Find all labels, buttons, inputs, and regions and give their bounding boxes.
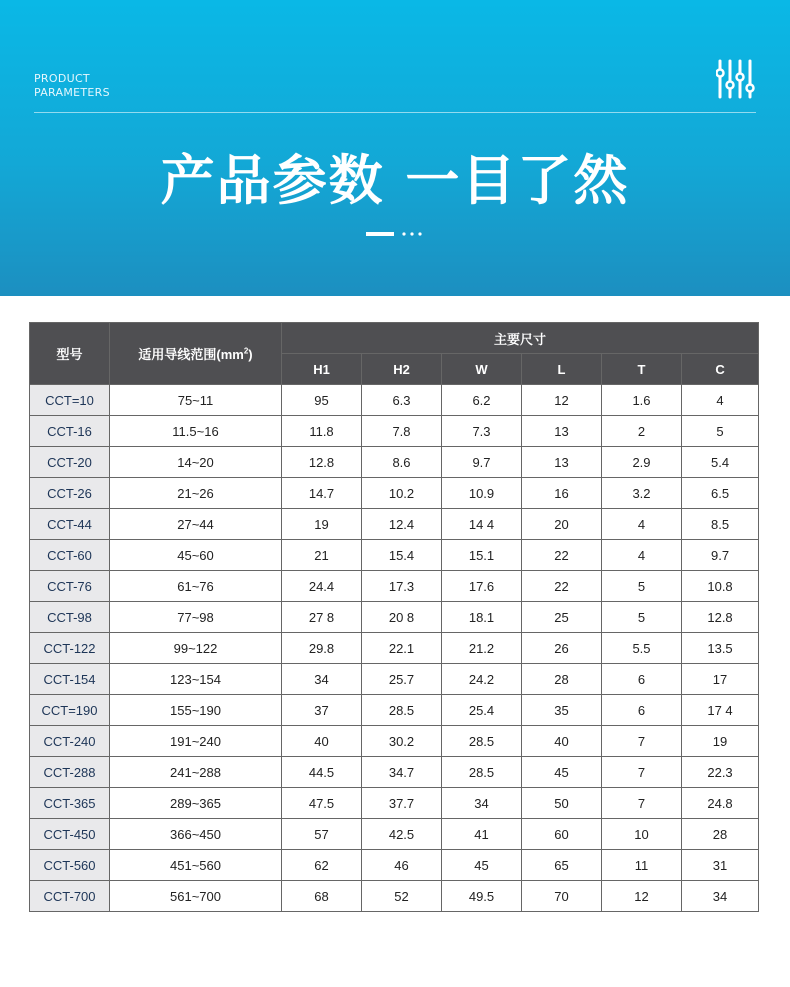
cell-wire-range: 27~44 [110, 509, 282, 540]
cell-model: CCT-154 [30, 664, 110, 695]
cell-wire-range: 123~154 [110, 664, 282, 695]
cell-l: 20 [522, 509, 602, 540]
cell-wire-range: 561~700 [110, 881, 282, 912]
cell-c: 10.8 [682, 571, 759, 602]
cell-h1: 37 [282, 695, 362, 726]
cell-model: CCT-240 [30, 726, 110, 757]
cell-wire-range: 289~365 [110, 788, 282, 819]
cell-h1: 68 [282, 881, 362, 912]
cell-l: 35 [522, 695, 602, 726]
cell-t: 7 [602, 757, 682, 788]
header-main-dimensions: 主要尺寸 [282, 323, 759, 354]
cell-h2: 22.1 [362, 633, 442, 664]
cell-h2: 34.7 [362, 757, 442, 788]
equalizer-icon [716, 58, 756, 100]
cell-t: 3.2 [602, 478, 682, 509]
parameter-table-wrap [29, 322, 758, 912]
cell-l: 28 [522, 664, 602, 695]
cell-w: 41 [442, 819, 522, 850]
cell-t: 12 [602, 881, 682, 912]
cell-wire-range: 366~450 [110, 819, 282, 850]
table-row [30, 664, 759, 695]
table-row [30, 571, 759, 602]
cell-model: CCT-122 [30, 633, 110, 664]
cell-h1: 34 [282, 664, 362, 695]
cell-t: 5 [602, 602, 682, 633]
header-dim-l: L [522, 354, 602, 385]
cell-t: 1.6 [602, 385, 682, 416]
cell-h2: 25.7 [362, 664, 442, 695]
cell-c: 24.8 [682, 788, 759, 819]
header-dim-t: T [602, 354, 682, 385]
cell-l: 40 [522, 726, 602, 757]
cell-c: 13.5 [682, 633, 759, 664]
cell-c: 19 [682, 726, 759, 757]
table-row [30, 478, 759, 509]
cell-model: CCT-365 [30, 788, 110, 819]
cell-model: CCT-98 [30, 602, 110, 633]
cell-l: 22 [522, 540, 602, 571]
table-row [30, 385, 759, 416]
cell-t: 7 [602, 788, 682, 819]
table-row [30, 881, 759, 912]
cell-wire-range: 451~560 [110, 850, 282, 881]
cell-h2: 15.4 [362, 540, 442, 571]
cell-wire-range: 191~240 [110, 726, 282, 757]
cell-t: 2 [602, 416, 682, 447]
cell-wire-range: 77~98 [110, 602, 282, 633]
cell-t: 4 [602, 509, 682, 540]
cell-h1: 24.4 [282, 571, 362, 602]
cell-w: 28.5 [442, 757, 522, 788]
cell-l: 16 [522, 478, 602, 509]
cell-model: CCT-700 [30, 881, 110, 912]
table-row [30, 695, 759, 726]
cell-t: 5 [602, 571, 682, 602]
cell-l: 13 [522, 416, 602, 447]
cell-wire-range: 99~122 [110, 633, 282, 664]
cell-t: 5.5 [602, 633, 682, 664]
header-banner [0, 0, 790, 296]
cell-l: 13 [522, 447, 602, 478]
cell-w: 6.2 [442, 385, 522, 416]
cell-t: 7 [602, 726, 682, 757]
cell-c: 31 [682, 850, 759, 881]
header-wire-range-tail: ) [248, 347, 253, 362]
subtitle-line1: PRODUCT [34, 72, 90, 85]
table-row [30, 509, 759, 540]
cell-c: 6.5 [682, 478, 759, 509]
table-row [30, 850, 759, 881]
cell-c: 4 [682, 385, 759, 416]
cell-l: 60 [522, 819, 602, 850]
cell-h2: 37.7 [362, 788, 442, 819]
cell-wire-range: 45~60 [110, 540, 282, 571]
table-row [30, 757, 759, 788]
cell-model: CCT=190 [30, 695, 110, 726]
table-row [30, 416, 759, 447]
cell-model: CCT=10 [30, 385, 110, 416]
cell-model: CCT-288 [30, 757, 110, 788]
cell-l: 45 [522, 757, 602, 788]
cell-c: 5.4 [682, 447, 759, 478]
title-underline-decoration [366, 230, 426, 238]
cell-t: 10 [602, 819, 682, 850]
subtitle-line2: PARAMETERS [34, 86, 110, 99]
cell-h2: 10.2 [362, 478, 442, 509]
cell-h2: 7.8 [362, 416, 442, 447]
cell-l: 70 [522, 881, 602, 912]
cell-wire-range: 241~288 [110, 757, 282, 788]
cell-h2: 46 [362, 850, 442, 881]
cell-h1: 14.7 [282, 478, 362, 509]
cell-h1: 62 [282, 850, 362, 881]
cell-h2: 42.5 [362, 819, 442, 850]
header-dim-h1: H1 [282, 354, 362, 385]
cell-h1: 21 [282, 540, 362, 571]
cell-h2: 6.3 [362, 385, 442, 416]
cell-c: 12.8 [682, 602, 759, 633]
table-row [30, 540, 759, 571]
cell-c: 22.3 [682, 757, 759, 788]
table-row [30, 447, 759, 478]
cell-model: CCT-20 [30, 447, 110, 478]
cell-c: 34 [682, 881, 759, 912]
cell-w: 28.5 [442, 726, 522, 757]
header-wire-range-text: 适用导线范围(mm [138, 347, 244, 362]
header-wire-range [110, 323, 282, 385]
cell-t: 6 [602, 664, 682, 695]
cell-wire-range: 75~11 [110, 385, 282, 416]
cell-model: CCT-60 [30, 540, 110, 571]
cell-w: 24.2 [442, 664, 522, 695]
cell-model: CCT-450 [30, 819, 110, 850]
cell-model: CCT-16 [30, 416, 110, 447]
cell-model: CCT-560 [30, 850, 110, 881]
cell-h2: 30.2 [362, 726, 442, 757]
table-row [30, 819, 759, 850]
header-dim-w: W [442, 354, 522, 385]
cell-c: 28 [682, 819, 759, 850]
cell-t: 11 [602, 850, 682, 881]
header-wire-range-sup: 2 [243, 346, 249, 356]
cell-wire-range: 61~76 [110, 571, 282, 602]
cell-h1: 27 8 [282, 602, 362, 633]
cell-h1: 47.5 [282, 788, 362, 819]
parameter-table [29, 322, 759, 912]
page-title: 产品参数 一目了然 [160, 149, 630, 212]
cell-c: 9.7 [682, 540, 759, 571]
cell-w: 34 [442, 788, 522, 819]
cell-model: CCT-26 [30, 478, 110, 509]
cell-w: 21.2 [442, 633, 522, 664]
cell-t: 2.9 [602, 447, 682, 478]
cell-h1: 29.8 [282, 633, 362, 664]
cell-l: 12 [522, 385, 602, 416]
cell-c: 17 4 [682, 695, 759, 726]
cell-wire-range: 155~190 [110, 695, 282, 726]
cell-h2: 17.3 [362, 571, 442, 602]
cell-h2: 52 [362, 881, 442, 912]
cell-h1: 57 [282, 819, 362, 850]
cell-h2: 12.4 [362, 509, 442, 540]
cell-l: 65 [522, 850, 602, 881]
cell-w: 7.3 [442, 416, 522, 447]
cell-l: 22 [522, 571, 602, 602]
table-row [30, 788, 759, 819]
cell-model: CCT-44 [30, 509, 110, 540]
cell-w: 14 4 [442, 509, 522, 540]
cell-wire-range: 11.5~16 [110, 416, 282, 447]
cell-w: 25.4 [442, 695, 522, 726]
cell-h1: 19 [282, 509, 362, 540]
cell-l: 25 [522, 602, 602, 633]
cell-w: 18.1 [442, 602, 522, 633]
cell-h2: 28.5 [362, 695, 442, 726]
header-model: 型号 [30, 323, 110, 385]
cell-t: 6 [602, 695, 682, 726]
cell-w: 9.7 [442, 447, 522, 478]
cell-wire-range: 21~26 [110, 478, 282, 509]
cell-l: 50 [522, 788, 602, 819]
cell-h2: 20 8 [362, 602, 442, 633]
cell-model: CCT-76 [30, 571, 110, 602]
cell-h1: 95 [282, 385, 362, 416]
cell-wire-range: 14~20 [110, 447, 282, 478]
cell-c: 17 [682, 664, 759, 695]
cell-h1: 40 [282, 726, 362, 757]
header-dim-c: C [682, 354, 759, 385]
cell-h1: 44.5 [282, 757, 362, 788]
header-dim-h2: H2 [362, 354, 442, 385]
subtitle [34, 72, 110, 100]
cell-c: 5 [682, 416, 759, 447]
cell-h1: 12.8 [282, 447, 362, 478]
cell-w: 45 [442, 850, 522, 881]
cell-c: 8.5 [682, 509, 759, 540]
cell-w: 15.1 [442, 540, 522, 571]
table-row [30, 633, 759, 664]
cell-w: 49.5 [442, 881, 522, 912]
cell-w: 10.9 [442, 478, 522, 509]
cell-l: 26 [522, 633, 602, 664]
cell-w: 17.6 [442, 571, 522, 602]
table-row [30, 602, 759, 633]
cell-t: 4 [602, 540, 682, 571]
table-row [30, 726, 759, 757]
header-divider [34, 112, 756, 113]
cell-h1: 11.8 [282, 416, 362, 447]
cell-h2: 8.6 [362, 447, 442, 478]
